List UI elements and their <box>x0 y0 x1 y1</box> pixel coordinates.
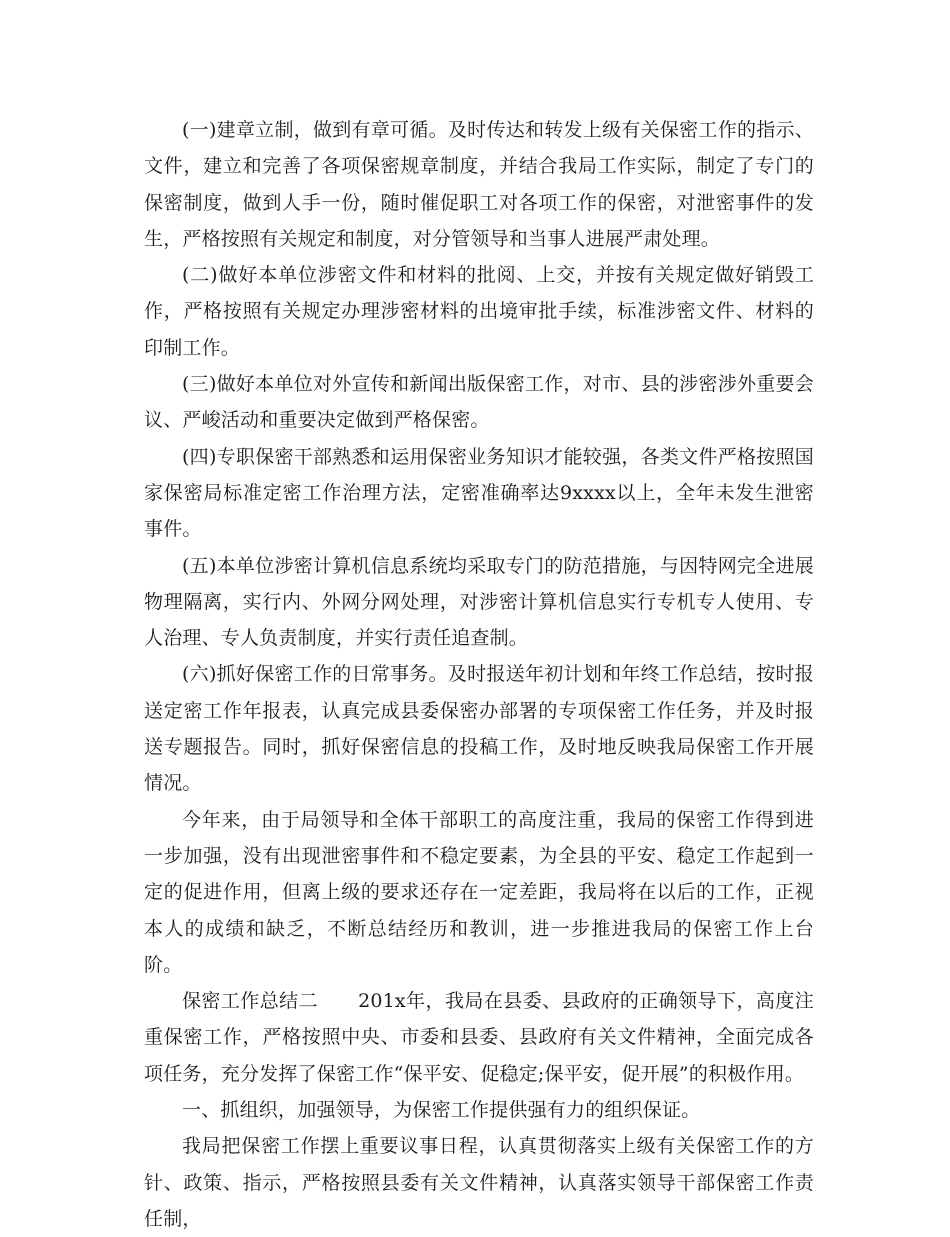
paragraph-1: (一)建章立制，做到有章可循。及时传达和转发上级有关保密工作的指示、文件，建立和完善了各项保密规章制度，并结合我局工作实际，制定了专门的保密制度，做到人手一份，随时催促职工对各项工作的保密，对泄密事件的发生，严格按照有关规定和制度，对分管领导和当事人进展严肃处理。 <box>144 119 814 250</box>
paragraph-5: (五)本单位涉密计算机信息系统均采取专门的防范措施，与因特网完全进展物理隔离，实行内、外网分网处理，对涉密计算机信息实行专机专人使用、专人治理、专人负责制度，并实行责任追查制。 <box>144 554 814 650</box>
closing-paragraph: 我局把保密工作摆上重要议事日程，认真贯彻落实上级有关保密工作的方针、政策、指示，严格按照县委有关文件精神，认真落实领导干部保密工作责任制， <box>144 1135 814 1230</box>
section-heading: 一、抓组织，加强领导，为保密工作提供强有力的组织保证。 <box>182 1099 701 1122</box>
paragraph-3: (三)做好本单位对外宣传和新闻出版保密工作，对市、县的涉密涉外重要会议、严峻活动和重要决定做到严格保密。 <box>144 373 814 432</box>
paragraph-4: (四)专职保密干部熟悉和运用保密业务知识才能较强，各类文件严格按照国家保密局标准定密工作治理方法，定密准确率达9xxxx以上，全年未发生泄密事件。 <box>144 445 814 541</box>
paragraph-2: (二)做好本单位涉密文件和材料的批阅、上交，并按有关规定做好销毁工作，严格按照有关规定办理涉密材料的出境审批手续，标准涉密文件、材料的印制工作。 <box>144 264 814 359</box>
paragraph-7: 今年来，由于局领导和全体干部职工的高度注重，我局的保密工作得到进一步加强，没有出现泄密事件和不稳定要素，为全县的平安、稳定工作起到一定的促进作用，但离上级的要求还存在一定差距，我局将在以后的工作，正视本人的成绩和缺乏，不断总结经历和教训，进一步推进我局的保密工作上台阶。 <box>144 808 814 976</box>
summary-paragraph <box>144 983 814 1092</box>
summary-body: 201x年，我局在县委、县政府的正确领导下，高度注重保密工作，严格按照中央、市委和县委、县政府有关文件精神，全面完成各项任务，充分发挥了保密工作“保平安、促稳定;保平安，促开展”的积极作用。 <box>144 990 815 1085</box>
summary-heading: 保密工作总结二 <box>182 990 319 1013</box>
document-body <box>144 112 814 1237</box>
paragraph-6: (六)抓好保密工作的日常事务。及时报送年初计划和年终工作总结，按时报送定密工作年报表，认真完成县委保密办部署的专项保密工作任务，并及时报送专题报告。同时，抓好保密信息的投稿工作，及时地反映我局保密工作开展情况。 <box>144 663 814 795</box>
